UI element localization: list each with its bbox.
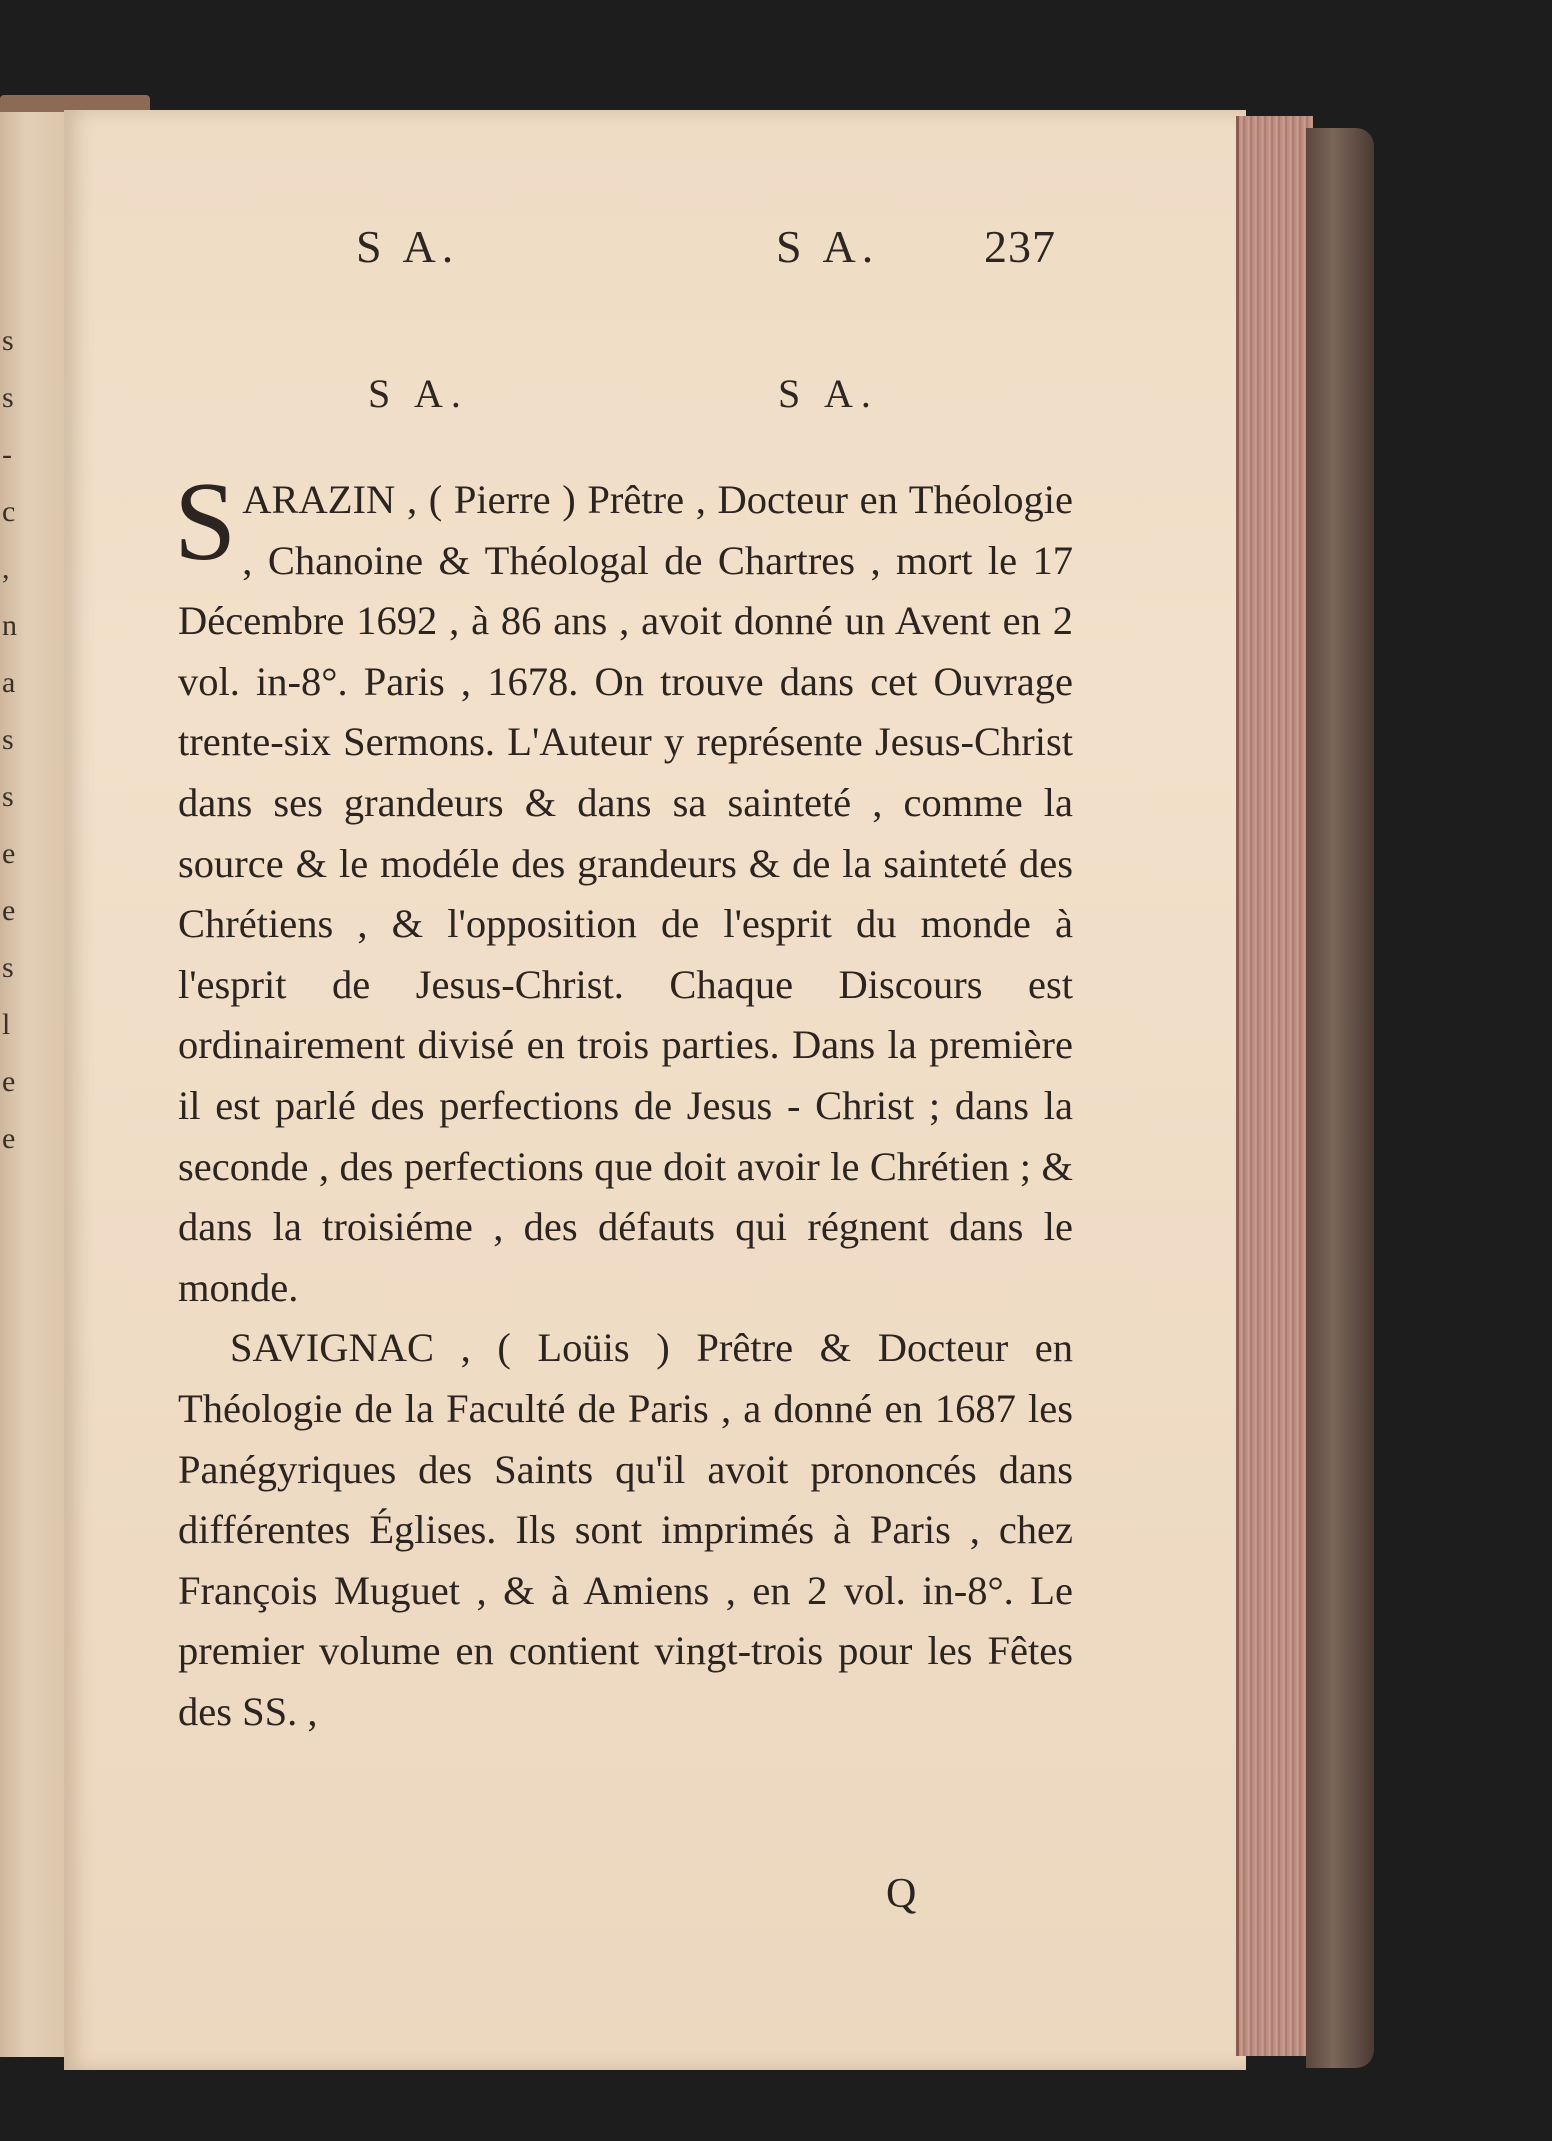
left-page-edge-letters: s s - c , n a s s e e s l e e xyxy=(2,324,17,1155)
running-head-left: S A. xyxy=(356,221,460,272)
running-head xyxy=(0,220,1552,290)
entry-sarazin-text: ARAZIN , ( Pierre ) Prêtre , Docteur en Théologie , Chanoine & Théologal de Chartres , mort le 17 Décembre 1692 , à 86 ans , avoit donné un Avent en 2 vol. in-8°. Paris , 1678. On trouve dans cet Ouvrage trente-six Sermons. L'Auteur y représente Jesus-Christ dans ses grandeurs & dans sa sainteté , comme la source & le modéle des grandeurs & de la sainteté des Chrétiens , & l'opposition de l'esprit du monde à l'esprit de Jesus-Christ. Chaque Discours est ordinairement divisé en trois parties. Dans la première il est parlé des perfections de Jesus - Christ ; dans la seconde , des perfections que doit avoir le Chrétien ; & dans la troisiéme , des défauts qui régnent dans le monde. xyxy=(178,477,1073,1310)
book-cover-board xyxy=(1306,128,1374,2068)
entry-sarazin xyxy=(174,460,1073,1318)
page-body xyxy=(174,460,1073,1742)
catchword: Q xyxy=(886,1871,917,1917)
entry-savignac: SAVIGNAC , ( Loüis ) Prêtre & Docteur en Théologie de la Faculté de Paris , a donné en 1687 les Panégyriques des Saints qu'il avoit prononcés dans différentes Églises. Ils sont imprimés à Paris , chez François Muguet , & à Amiens , en 2 vol. in-8°. Le premier volume en contient vingt-trois pour les Fêtes des SS. , xyxy=(178,1325,1073,1734)
page-number: 237 xyxy=(984,221,1056,272)
left-page-edge xyxy=(0,112,67,2057)
section-head-left: S A. xyxy=(368,371,469,416)
page-fore-edge xyxy=(1236,116,1313,2056)
running-head-right: S A. xyxy=(776,221,880,272)
drop-cap: S xyxy=(174,460,237,584)
section-head-right: S A. xyxy=(778,371,879,416)
